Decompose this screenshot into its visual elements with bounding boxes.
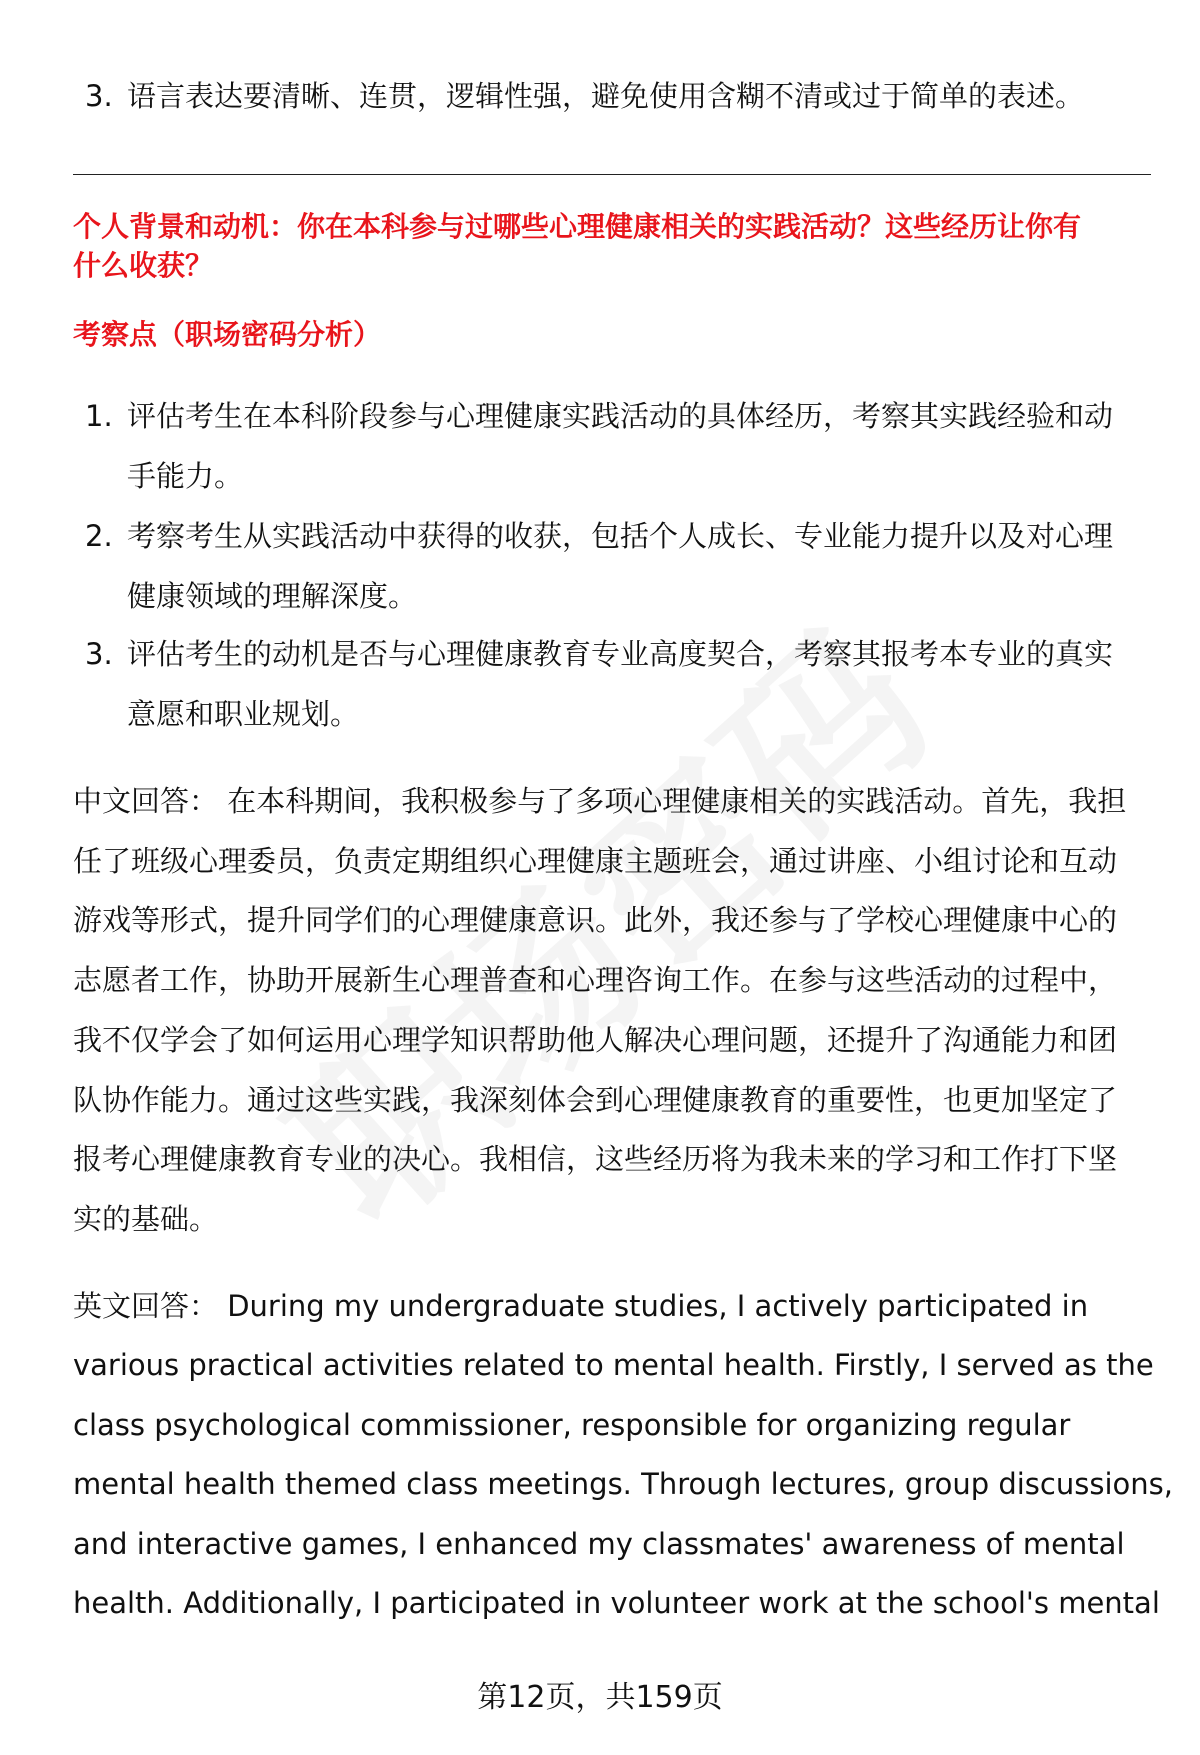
paragraph-line: 实的基础。 — [73, 1201, 219, 1236]
paragraph-line: class psychological commissioner, responsible for organizing regular — [73, 1407, 1071, 1442]
list-item-text: 意愿和职业规划。 — [127, 697, 360, 731]
paragraph-line: 志愿者工作，协助开展新生心理普查和心理咨询工作。在参与这些活动的过程中， — [73, 963, 1118, 998]
paragraph-line: 游戏等形式，提升同学们的心理健康意识。此外，我还参与了学校心理健康中心的 — [73, 903, 1118, 938]
list-number: 2. — [85, 519, 113, 553]
list-number: 1. — [85, 399, 113, 433]
paragraph-line: 报考心理健康教育专业的决心。我相信，这些经历将为我未来的学习和工作打下坚 — [73, 1142, 1118, 1177]
paragraph-line: mental health themed class meetings. Through lectures, group discussions, — [73, 1467, 1173, 1502]
list-item-text: 考察考生从实践活动中获得的收获，包括个人成长、专业能力提升以及对心理 — [127, 519, 1114, 553]
paragraph-line: 我不仅学会了如何运用心理学知识帮助他人解决心理问题，还提升了沟通能力和团 — [73, 1022, 1118, 1057]
analysis-title: 考察点（职场密码分析） — [73, 318, 382, 351]
paragraph-line: 任了班级心理委员，负责定期组织心理健康主题班会，通过讲座、小组讨论和互动 — [73, 843, 1118, 878]
paragraph-line: and interactive games, I enhanced my classmates' awareness of mental — [73, 1526, 1125, 1561]
paragraph-line: various practical activities related to mental health. Firstly, I served as the — [73, 1348, 1154, 1383]
question-heading-line: 个人背景和动机：你在本科参与过哪些心理健康相关的实践活动？这些经历让你有 — [73, 210, 1082, 243]
list-number: 3. — [85, 79, 113, 113]
list-item-text: 语言表达要清晰、连贯，逻辑性强，避免使用含糊不清或过于简单的表述。 — [127, 79, 1085, 113]
list-item-text: 手能力。 — [127, 459, 244, 493]
list-item-text: 评估考生的动机是否与心理健康教育专业高度契合，考察其报考本专业的真实 — [127, 637, 1114, 671]
paragraph-line: 中文回答： 在本科期间，我积极参与了多项心理健康相关的实践活动。首先，我担 — [73, 784, 1127, 818]
paragraph-line: 英文回答： During my undergraduate studies, I actively participated in — [73, 1289, 1089, 1323]
paragraph-line: health. Additionally, I participated in volunteer work at the school's mental — [73, 1586, 1160, 1620]
list-number: 3. — [85, 637, 113, 671]
list-item-text: 评估考生在本科阶段参与心理健康实践活动的具体经历，考察其实践经验和动 — [127, 399, 1114, 433]
paragraph-line: 队协作能力。通过这些实践，我深刻体会到心理健康教育的重要性，也更加坚定了 — [73, 1082, 1118, 1117]
list-item-text: 健康领域的理解深度。 — [127, 579, 418, 613]
divider — [73, 174, 1151, 175]
question-heading-line: 什么收获？ — [73, 249, 214, 282]
page-number: 第12页，共159页 — [477, 1680, 723, 1715]
